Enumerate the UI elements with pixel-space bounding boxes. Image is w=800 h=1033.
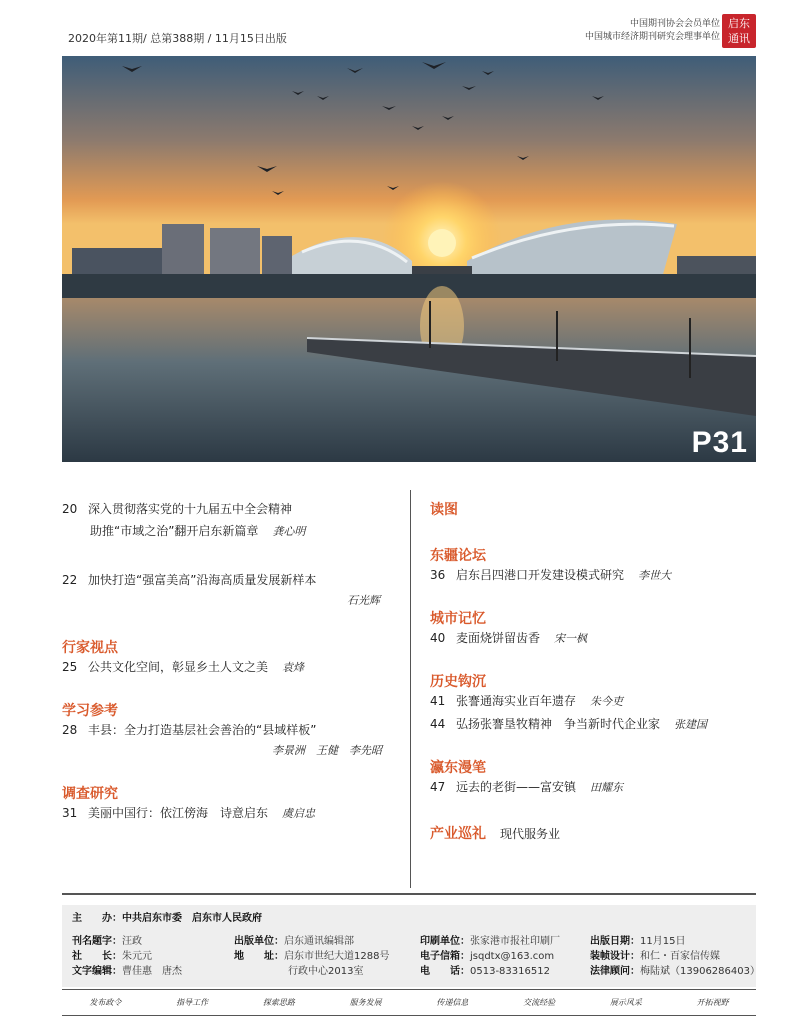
toc-item[interactable] xyxy=(62,571,402,589)
section-title-chengshi: 城市记忆 xyxy=(430,611,486,627)
footer-slogan: 发布政令 xyxy=(89,998,122,1007)
toc-item[interactable] xyxy=(430,778,760,797)
toc-author: 张建国 xyxy=(674,718,708,731)
masthead-field xyxy=(234,950,389,963)
column-divider xyxy=(410,490,411,888)
magazine-logo: 启东通讯 xyxy=(722,14,756,48)
section-title-xuexi: 学习参考 xyxy=(62,703,118,719)
cover-photo xyxy=(62,56,756,462)
masthead-key: 电 话： xyxy=(420,966,470,977)
masthead-box xyxy=(62,905,760,987)
toc-item[interactable] xyxy=(430,715,760,734)
footer-slogan: 指导工作 xyxy=(176,998,209,1007)
section-title-chanye: 产业巡礼 xyxy=(430,826,486,842)
toc-item[interactable] xyxy=(430,823,760,844)
masthead-value: 曹佳惠 唐杰 xyxy=(122,966,182,977)
toc-author: 龚心明 xyxy=(272,525,306,538)
masthead-field xyxy=(234,935,354,948)
cover-illustration xyxy=(62,56,756,462)
toc-right-column xyxy=(430,500,760,844)
masthead-key: 出版日期： xyxy=(590,936,640,947)
toc-subtitle-text: 助推“市域之治”翻开启东新篇章 xyxy=(90,524,259,538)
toc-left-column xyxy=(62,500,402,823)
masthead-key: 出版单位： xyxy=(234,936,284,947)
toc-item[interactable] xyxy=(430,566,760,585)
section-title-dutu: 读图 xyxy=(430,502,458,518)
masthead-key: 刊名题字： xyxy=(72,936,122,947)
footer-slogan: 探索思路 xyxy=(262,998,295,1007)
toc-author: 李景洲 王健 李先昭 xyxy=(272,744,382,757)
toc-subtitle xyxy=(62,522,402,541)
masthead-value: 汪政 xyxy=(122,936,142,947)
issue-info: 2020年第11期/ 总第388期 / 11月15日出版 xyxy=(68,32,287,45)
toc-page-number: 41 xyxy=(430,694,446,708)
toc-title: 远去的老街——富安镇 xyxy=(456,780,577,794)
masthead-key: 电子信箱： xyxy=(420,951,470,962)
masthead-value: 11月15日 xyxy=(640,936,686,947)
toc-title: 张謇通海实业百年遗存 xyxy=(456,694,577,708)
section-title-lishi: 历史钩沉 xyxy=(430,674,486,690)
toc-title: 公共文化空间，彰显乡土人文之美 xyxy=(88,660,269,674)
section-title-hangjia: 行家视点 xyxy=(62,640,118,656)
toc-page-number: 22 xyxy=(62,573,78,587)
toc-page-number: 47 xyxy=(430,780,446,794)
toc-item[interactable] xyxy=(430,629,760,648)
member-line: 中国期刊协会会员单位 xyxy=(629,19,720,29)
masthead-value: jsqdtx@163.com xyxy=(470,951,555,962)
toc-title: 麦面烧饼留齿香 xyxy=(456,631,541,645)
masthead-field xyxy=(420,950,554,963)
masthead-value: 张家港市报社印刷厂 xyxy=(470,936,560,947)
masthead-key: 法律顾问： xyxy=(590,966,640,977)
toc-item[interactable] xyxy=(430,692,760,711)
footer-mid-rule xyxy=(62,989,756,990)
membership-info xyxy=(585,18,720,44)
masthead-field xyxy=(590,965,760,978)
toc-title: 启东吕四港口开发建设模式研究 xyxy=(456,568,625,582)
page-tag: P31 xyxy=(691,426,748,459)
masthead-field xyxy=(420,965,550,978)
masthead-key: 社 长： xyxy=(72,951,122,962)
toc-item[interactable] xyxy=(62,804,402,823)
toc-title: 美丽中国行：依江傍海 诗意启东 xyxy=(88,806,269,820)
footer-slogan: 服务发展 xyxy=(349,998,382,1007)
section-title-dongjiang: 东疆论坛 xyxy=(430,548,486,564)
masthead-field xyxy=(72,950,152,963)
toc-author: 石光辉 xyxy=(347,594,380,607)
toc-author: 李世大 xyxy=(638,569,672,582)
masthead-value: 梅陆斌（13906286403） xyxy=(640,966,760,977)
toc-author: 宋一枫 xyxy=(554,632,588,645)
toc-item[interactable] xyxy=(62,658,402,677)
toc-item[interactable] xyxy=(62,721,402,739)
section-title-diaocha: 调查研究 xyxy=(62,786,118,802)
footer-slogan: 开拓视野 xyxy=(696,998,729,1007)
footer-slogan: 交流经验 xyxy=(523,998,556,1007)
masthead-value: 行政中心2013室 xyxy=(288,966,364,977)
footer-top-rule xyxy=(62,893,756,895)
toc-page-number: 20 xyxy=(62,502,78,516)
masthead-value: 0513-83316512 xyxy=(470,966,550,977)
section-title-yingdong: 瀛东漫笔 xyxy=(430,760,486,776)
toc-author: 虞启忠 xyxy=(282,807,316,820)
masthead-key: 印刷单位： xyxy=(420,936,470,947)
toc-author: 朱今吏 xyxy=(590,695,624,708)
toc-page-number: 31 xyxy=(62,806,78,820)
masthead-key: 装帧设计： xyxy=(590,951,640,962)
masthead-value: 和仁・百家信传媒 xyxy=(640,951,720,962)
member-line: 中国城市经济期刊研究会理事单位 xyxy=(584,32,720,42)
toc-page-number: 40 xyxy=(430,631,446,645)
masthead-value: 中共启东市委 启东市人民政府 xyxy=(122,913,262,924)
toc-author: 田耀东 xyxy=(590,781,624,794)
toc-page-number: 36 xyxy=(430,568,446,582)
masthead-value: 朱元元 xyxy=(122,951,152,962)
toc-title: 加快打造“强富美高”沿海高质量发展新样本 xyxy=(88,573,317,587)
toc-title: 丰县：全力打造基层社会善治的“县域样板” xyxy=(88,723,317,737)
masthead-field xyxy=(72,935,142,948)
toc-item[interactable] xyxy=(62,500,402,518)
toc-title: 现代服务业 xyxy=(500,827,561,841)
toc-title: 弘扬张謇垦牧精神 争当新时代企业家 xyxy=(456,717,661,731)
masthead-key: 地 址： xyxy=(234,951,284,962)
masthead-field xyxy=(420,935,560,948)
toc-title: 深入贯彻落实党的十九届五中全会精神 xyxy=(88,502,293,516)
footer-slogan: 展示风采 xyxy=(609,998,642,1007)
masthead-field xyxy=(590,950,720,963)
footer-bottom-rule xyxy=(62,1015,756,1016)
masthead-host xyxy=(72,912,262,925)
masthead-value: 启东通讯编辑部 xyxy=(284,936,354,947)
toc-page-number: 44 xyxy=(430,717,446,731)
masthead-value: 启东市世纪大道1288号 xyxy=(284,951,390,962)
toc-page-number: 28 xyxy=(62,723,78,737)
footer-slogans xyxy=(62,997,756,1008)
masthead-key: 文字编辑： xyxy=(72,966,122,977)
footer-slogan: 传递信息 xyxy=(436,998,469,1007)
masthead-field xyxy=(72,965,182,978)
toc-page-number: 25 xyxy=(62,660,78,674)
toc-author: 袁烽 xyxy=(282,661,305,674)
masthead-key: 主 办： xyxy=(72,913,122,924)
masthead-field xyxy=(590,935,685,948)
